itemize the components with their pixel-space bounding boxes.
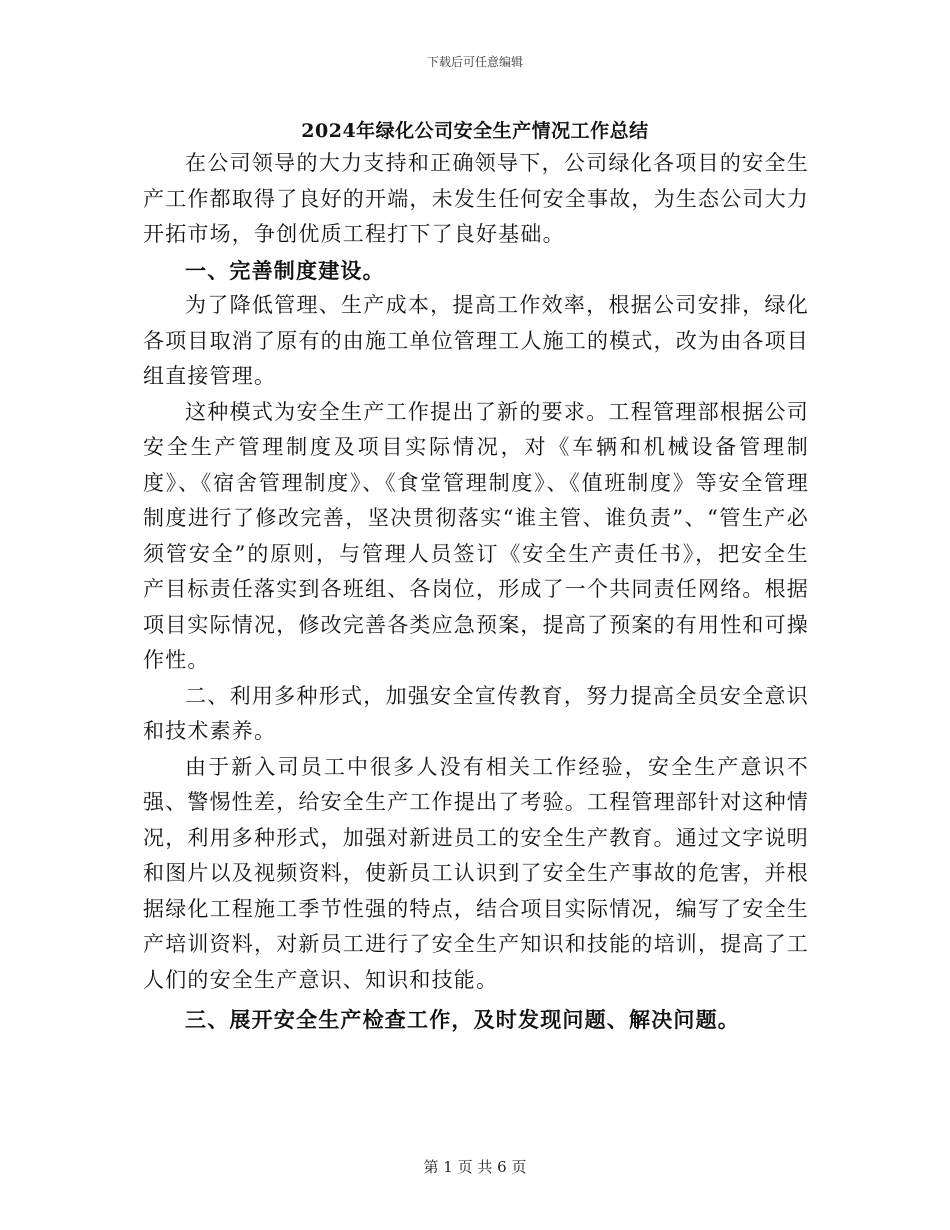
body-paragraph: 为了降低管理、生产成本，提高工作效率，根据公司安排，绿化各项目取消了原有的由施工单位管理工人施工的模式，改为由各项目组直接管理。: [143, 293, 809, 388]
intro-paragraph: 在公司领导的大力支持和正确领导下，公司绿化各项目的安全生产工作都取得了良好的开端，未发生任何安全事故，为生态公司大力开拓市场，争创优质工程打下了良好基础。: [143, 151, 809, 246]
body-paragraph: 这种模式为安全生产工作提出了新的要求。工程管理部根据公司安全生产管理制度及项目实际情况，对《车辆和机械设备管理制度》、《宿舍管理制度》、《食堂管理制度》、《值班制度》等安全管理制度进行了修改完善，坚决贯彻落实“谁主管、谁负责”、“管生产必须管安全”的原则，与管理人员签订《安全生产责任书》，把安全生产目标责任落实到各班组、各岗位，形成了一个共同责任网络。根据项目实际情况，修改完善各类应急预案，提高了预案的有用性和可操作性。: [143, 399, 809, 672]
section-heading-1: 一、完善制度建设。: [185, 257, 385, 283]
page-header-note: 下载后可任意编辑: [426, 55, 523, 69]
section-heading-2: 二、利用多种形式，加强安全宣传教育，努力提高全员安全意识和技术素养。: [143, 683, 809, 743]
section-heading-3: 三、展开安全生产检查工作，及时发现问题、解决问题。: [185, 1007, 740, 1032]
document-body: [143, 146, 809, 1038]
body-paragraph: 由于新入司员工中很多人没有相关工作经验，安全生产意识不强、警惕性差，给安全生产工作提出了考验。工程管理部针对这种情况，利用多种形式，加强对新进员工的安全生产教育。通过文字说明和图片以及视频资料，使新员工认识到了安全生产事故的危害，并根据绿化工程施工季节性强的特点，结合项目实际情况，编写了安全生产培训资料，对新员工进行了安全生产知识和技能的培训，提高了工人们的安全生产意识、知识和技能。: [143, 754, 809, 992]
document-title: 2024年绿化公司安全生产情况工作总结: [301, 120, 649, 142]
page-number-footer: 第 1 页 共 6 页: [423, 1158, 527, 1176]
